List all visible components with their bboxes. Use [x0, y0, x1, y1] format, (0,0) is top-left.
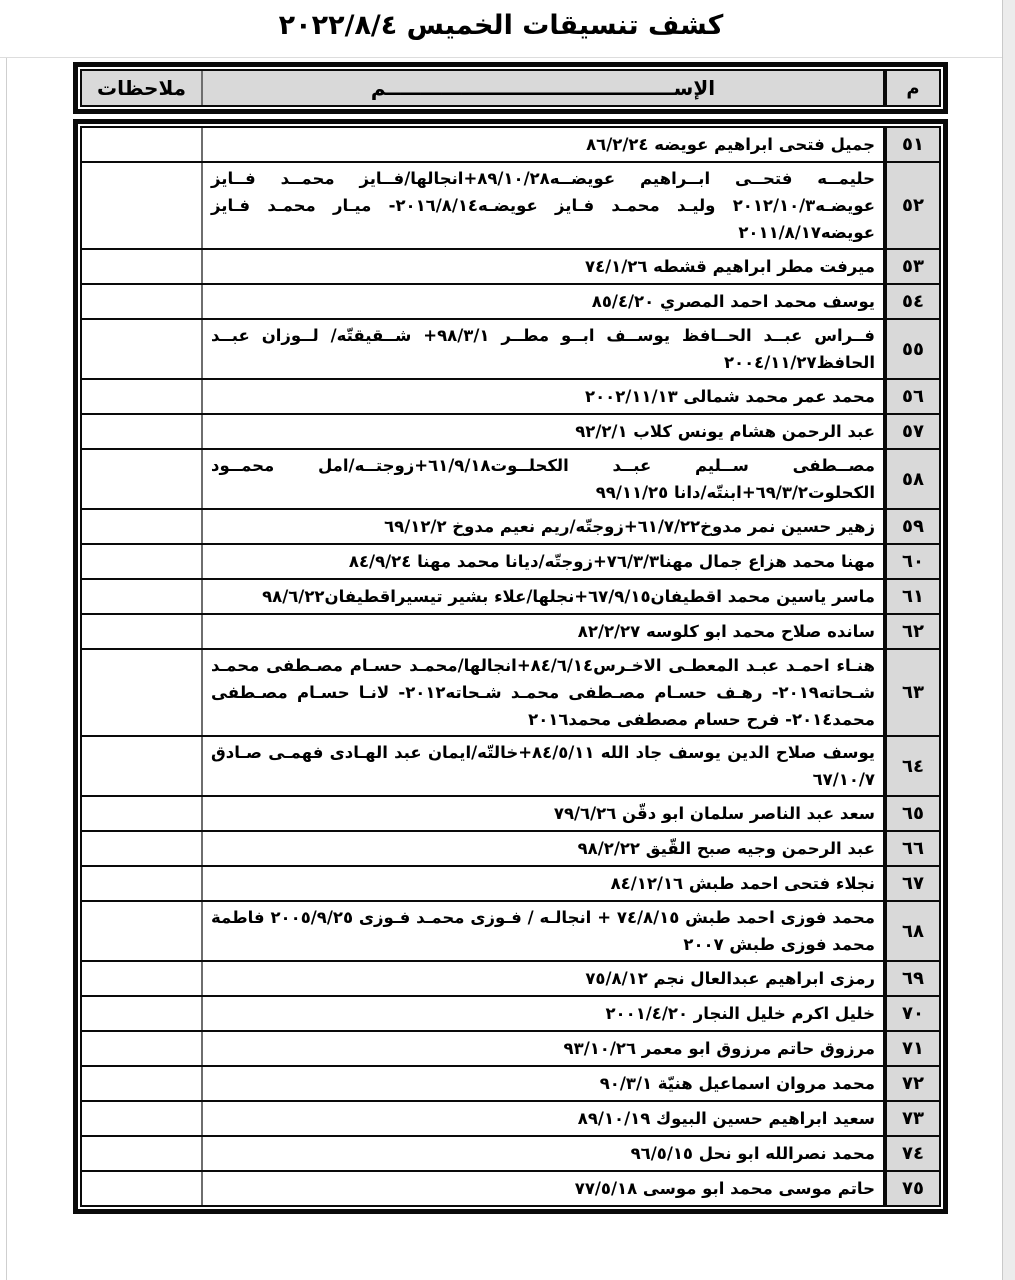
row-notes-cell [82, 510, 203, 543]
row-name-cell [203, 510, 883, 543]
table-header-frame [80, 69, 941, 107]
row-name-text: سعيد ابراهيم حسين البيوك ٨٩/١٠/١٩ [577, 1109, 875, 1128]
row-number: ٥١ [902, 134, 924, 155]
row-name-cell [203, 250, 883, 283]
row-notes-cell [82, 615, 203, 648]
table-row [82, 1170, 939, 1205]
row-notes-cell [82, 545, 203, 578]
row-notes-cell [82, 1032, 203, 1065]
row-notes-cell [82, 997, 203, 1030]
row-name-cell [203, 580, 883, 613]
table-row [82, 378, 939, 413]
row-name-text: محمد نصرالله ابو نحل ٩٦/٥/١٥ [630, 1144, 875, 1163]
row-name-cell [203, 1032, 883, 1065]
row-number-cell [883, 580, 939, 613]
row-notes-cell [82, 797, 203, 830]
table-row [82, 1135, 939, 1170]
table-row [82, 613, 939, 648]
row-name-text: مصــطفى ســليم عبــد الكحلــوت٦١/٩/١٨+زوجتــه/امل محمــود الكحلوت٦٩/٣/٢+ابنتّه/دانا ٩٩/١١/٢٥ [211, 456, 875, 502]
row-number: ٥٩ [902, 516, 924, 537]
row-number: ٦٧ [902, 873, 924, 894]
row-name-text: عبد الرحمن وجيه صبح القّيق ٩٨/٢/٢٢ [577, 839, 875, 858]
row-number: ٦١ [902, 586, 924, 607]
table-row [82, 830, 939, 865]
row-name-cell [203, 128, 883, 161]
header-cell-name [203, 71, 883, 105]
row-name-cell [203, 902, 883, 960]
row-name-cell [203, 320, 883, 378]
row-number-cell [883, 415, 939, 448]
table-row [82, 413, 939, 448]
row-number: ٥٤ [902, 291, 924, 312]
row-name-cell [203, 1137, 883, 1170]
row-number-cell [883, 1102, 939, 1135]
row-name-text: نجلاء فتحى احمد طبش ٨٤/١٢/١٦ [610, 874, 875, 893]
page-title: كشف تنسيقات الخميس ٢٠٢٢/٨/٤ [278, 10, 724, 41]
row-name-cell [203, 650, 883, 735]
row-name-cell [203, 797, 883, 830]
row-number: ٦٦ [902, 838, 924, 859]
row-name-text: جميل فتحى ابراهيم عويضه ٨٦/٢/٢٤ [586, 135, 875, 154]
row-number: ٥٣ [902, 256, 924, 277]
row-notes-cell [82, 832, 203, 865]
row-number-cell [883, 615, 939, 648]
table-row [82, 248, 939, 283]
row-number: ٦٩ [902, 968, 924, 989]
row-name-cell [203, 997, 883, 1030]
row-name-cell [203, 545, 883, 578]
row-notes-cell [82, 285, 203, 318]
row-notes-cell [82, 250, 203, 283]
row-number: ٦٢ [902, 621, 924, 642]
row-notes-cell [82, 1102, 203, 1135]
row-number-cell [883, 450, 939, 508]
table-row [82, 318, 939, 378]
table-row [82, 128, 939, 161]
row-name-cell [203, 415, 883, 448]
row-name-cell [203, 832, 883, 865]
row-number: ٦٥ [902, 803, 924, 824]
row-name-text: ماسر ياسين محمد اقطيفان٦٧/٩/١٥+نجلها/علاء بشير تيسيراقطيفان٩٨/٦/٢٢ [262, 587, 875, 606]
row-number-cell [883, 902, 939, 960]
row-number: ٦٤ [902, 755, 924, 777]
table-row [82, 578, 939, 613]
row-number-cell [883, 163, 939, 248]
row-name-cell [203, 737, 883, 795]
table-body-block [73, 119, 948, 1214]
row-name-text: خليل اكرم خليل النجار ٢٠٠١/٤/٢٠ [605, 1004, 875, 1023]
row-name-text: مرزوق حاتم مرزوق ابو معمر ٩٣/١٠/٢٦ [563, 1039, 875, 1058]
row-number: ٦٣ [902, 682, 924, 703]
page-scan-right-margin [1002, 0, 1015, 1280]
row-name-cell [203, 1172, 883, 1205]
row-notes-cell [82, 1137, 203, 1170]
row-name-cell [203, 1102, 883, 1135]
row-name-cell [203, 615, 883, 648]
row-notes-cell [82, 737, 203, 795]
table-row [82, 900, 939, 960]
table-row [82, 795, 939, 830]
row-number-cell [883, 1137, 939, 1170]
row-number: ٧٠ [902, 1003, 924, 1024]
row-number: ٧٥ [902, 1178, 924, 1199]
row-notes-cell [82, 450, 203, 508]
row-name-text: يوسف صلاح الدين يوسف جاد الله ٨٤/٥/١١+خالتّه/ايمان عبد الهـادى فهمـى صـادق ٦٧/١٠/٧ [211, 743, 875, 789]
row-number-cell [883, 510, 939, 543]
row-number-cell [883, 128, 939, 161]
header-notes-label: ملاحظات [96, 76, 187, 100]
row-number: ٥٧ [902, 421, 924, 442]
row-notes-cell [82, 650, 203, 735]
header-number-label: م [906, 77, 920, 99]
row-name-cell [203, 867, 883, 900]
table-row [82, 960, 939, 995]
table-row [82, 283, 939, 318]
row-number: ٥٢ [902, 195, 924, 216]
row-number-cell [883, 1032, 939, 1065]
row-notes-cell [82, 902, 203, 960]
row-notes-cell [82, 1172, 203, 1205]
row-name-text: سعد عبد الناصر سلمان ابو دقّن ٧٩/٦/٢٦ [553, 804, 875, 823]
table-row [82, 448, 939, 508]
row-name-text: حاتم موسى محمد ابو موسى ٧٧/٥/١٨ [574, 1179, 875, 1198]
row-notes-cell [82, 580, 203, 613]
row-name-cell [203, 1067, 883, 1100]
header-cell-notes [82, 71, 203, 105]
table-row [82, 995, 939, 1030]
row-number: ٦٨ [902, 920, 924, 942]
table-body-frame [80, 126, 941, 1207]
row-name-text: زهير حسين نمر مدوخ٦١/٧/٢٢+زوجتّه/ريم نعيم مدوخ ٦٩/١٢/٢ [384, 517, 875, 536]
table-row [82, 161, 939, 248]
table-row [82, 735, 939, 795]
row-name-text: مهنا محمد هزاع جمال مهنا٧٦/٣/٣+زوجتّه/ديانا محمد مهنا ٨٤/٩/٢٤ [348, 552, 875, 571]
row-number-cell [883, 962, 939, 995]
row-number: ٦٠ [902, 551, 924, 572]
table-row [82, 865, 939, 900]
row-name-text: فــراس عبــد الحــافظ يوســف ابــو مطــر ٩٨/٣/١+ شــقيقتّه/ لــوزان عبــد الحافظ٢٠٠٤/١١/٢٧ [211, 326, 875, 372]
row-name-text: هنـاء احمـد عبـد المعطـى الاخـرس٨٤/٦/١٤+انجالها/محمـد حسـام مصـطفى محمـد شـحاته٢٠١٩- رهـف حسـام مصـطفى محمـد شـحاته٢٠١٢- لانـا حسـام مصـطفى محمد٢٠١٤- فرح حسام مصطفى محمد٢٠١٦ [211, 656, 875, 729]
row-number-cell [883, 650, 939, 735]
table-row [82, 1065, 939, 1100]
row-name-text: عبد الرحمن هشام يونس كلاب ٩٢/٢/١ [575, 422, 875, 441]
table-row [82, 508, 939, 543]
row-name-cell [203, 285, 883, 318]
table-row [82, 543, 939, 578]
header-cell-number [883, 71, 939, 105]
row-name-text: محمد فوزى احمد طبش ٧٤/٨/١٥ + انجالـه / فـوزى محمـد فـوزى ٢٠٠٥/٩/٢٥ فاطمة محمد فوزى طبش ٢٠٠٧ [211, 908, 875, 954]
row-number: ٥٨ [902, 468, 924, 490]
row-notes-cell [82, 415, 203, 448]
table-row [82, 1030, 939, 1065]
row-name-text: رمزى ابراهيم عبدالعال نجم ٧٥/٨/١٢ [585, 969, 875, 988]
row-number-cell [883, 997, 939, 1030]
row-name-cell [203, 163, 883, 248]
row-notes-cell [82, 380, 203, 413]
table-header-block [73, 62, 948, 114]
row-notes-cell [82, 163, 203, 248]
row-notes-cell [82, 320, 203, 378]
row-number-cell [883, 797, 939, 830]
table-row [82, 1100, 939, 1135]
row-number: ٧٢ [902, 1073, 924, 1094]
row-number-cell [883, 737, 939, 795]
coordination-table [73, 62, 948, 1214]
row-number-cell [883, 320, 939, 378]
page-scan-top-edge [0, 57, 1002, 58]
row-name-text: ميرفت مطر ابراهيم قشطه ٧٤/١/٢٦ [585, 257, 875, 276]
row-number: ٥٥ [902, 338, 924, 360]
row-number-cell [883, 832, 939, 865]
row-name-cell [203, 450, 883, 508]
page-scan-left-edge [6, 57, 7, 1280]
table-header-row [82, 71, 939, 105]
header-name-label: الإســــــــــــــــــــــــــــــــــــــــــم [370, 76, 716, 100]
row-name-cell [203, 962, 883, 995]
row-number-cell [883, 1172, 939, 1205]
row-number-cell [883, 545, 939, 578]
row-notes-cell [82, 128, 203, 161]
row-name-text: يوسف محمد احمد المصري ٨٥/٤/٢٠ [591, 292, 875, 311]
row-name-cell [203, 380, 883, 413]
row-number-cell [883, 380, 939, 413]
row-name-text: محمد مروان اسماعيل هنيّة ٩٠/٣/١ [599, 1074, 875, 1093]
row-number: ٧٣ [902, 1108, 924, 1129]
row-notes-cell [82, 1067, 203, 1100]
row-number-cell [883, 285, 939, 318]
row-notes-cell [82, 867, 203, 900]
row-number: ٧١ [902, 1038, 924, 1059]
row-number-cell [883, 1067, 939, 1100]
row-number-cell [883, 250, 939, 283]
row-number: ٥٦ [902, 386, 924, 407]
row-name-text: سانده صلاح محمد ابو كلوسه ٨٢/٢/٢٧ [577, 622, 875, 641]
row-number-cell [883, 867, 939, 900]
table-row [82, 648, 939, 735]
row-name-text: محمد عمر محمد شمالى ٢٠٠٢/١١/١٣ [585, 387, 875, 406]
row-name-text: حليمــه فتحــى ابــراهيم عويضــه٨٩/١٠/٢٨+انجالها/فــايز محمــد فــايز عويضـه٢٠١٢/١٠/٣ وليـد محمـد فـايز عويضـه٢٠١٦/٨/١٤- ميـار محمـد فـايز عويضه٢٠١١/٨/١٧ [211, 169, 875, 242]
row-notes-cell [82, 962, 203, 995]
row-number: ٧٤ [902, 1143, 924, 1164]
